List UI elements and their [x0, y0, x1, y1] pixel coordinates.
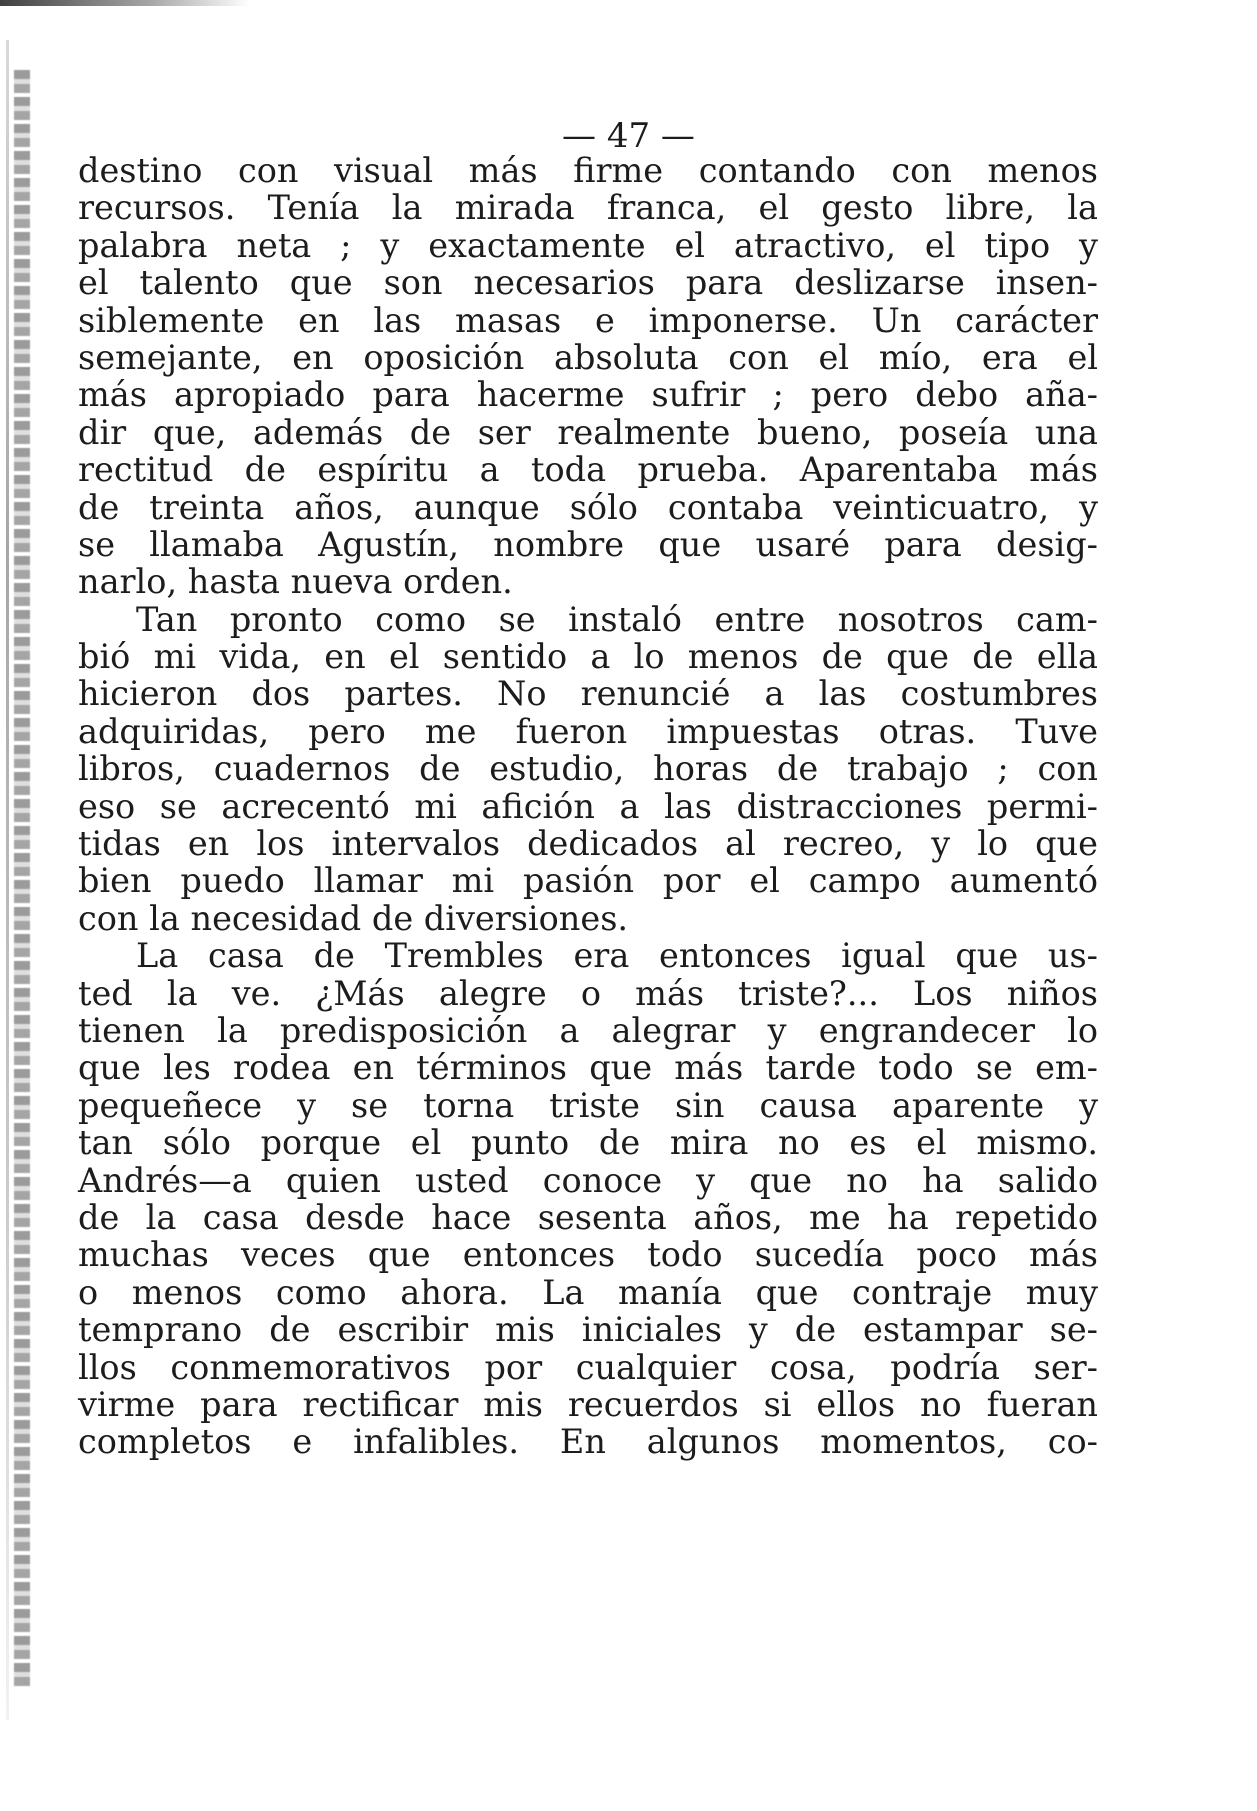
text-line: el talento que son necesarios para deslizarse insen- — [78, 263, 1098, 303]
text-line: con la necesidad de diversiones. — [78, 898, 629, 938]
text-line: eso se acrecentó mi afición a las distracciones permi- — [78, 786, 1098, 826]
text-line: bió mi vida, en el sentido a lo menos de que de ella — [78, 637, 1098, 677]
text-line: semejante, en oposición absoluta con el mío, era el — [78, 337, 1098, 377]
text-line: virme para rectificar mis recuerdos si ellos no fueran — [78, 1384, 1098, 1424]
text-line: tan sólo porque el punto de mira no es el mismo. — [78, 1123, 1098, 1163]
text-line: completos e infalibles. En algunos momentos, co- — [78, 1422, 1098, 1462]
text-line: de la casa desde hace sesenta años, me ha repetido — [78, 1197, 1098, 1237]
text-line: se llamaba Agustín, nombre que usaré para desig- — [78, 524, 1098, 564]
scan-edge-shadow — [0, 0, 250, 6]
text-line: llos conmemorativos por cualquier cosa, podría ser- — [78, 1347, 1098, 1387]
text-line: de treinta años, aunque sólo contaba veinticuatro, y — [78, 487, 1098, 527]
binding-shadow — [14, 70, 30, 1690]
text-line: La casa de Trembles era entonces igual que us- — [136, 936, 1098, 976]
text-line: siblemente en las masas e imponerse. Un carácter — [78, 300, 1098, 340]
text-line: tidas en los intervalos dedicados al recreo, y lo que — [78, 824, 1098, 864]
text-line: narlo, hasta nueva orden. — [78, 562, 513, 602]
page-number: — 47 — — [562, 116, 695, 156]
text-line: tienen la predisposición a alegrar y engrandecer lo — [78, 1010, 1098, 1050]
text-line: dir que, además de ser realmente bueno, poseía una — [78, 412, 1098, 452]
text-line: bien puedo llamar mi pasión por el campo aumentó — [78, 861, 1098, 901]
text-line: adquiridas, pero me fueron impuestas otras. Tuve — [78, 711, 1098, 751]
text-line: libros, cuadernos de estudio, horas de trabajo ; con — [78, 749, 1098, 789]
text-line: muchas veces que entonces todo sucedía poco más — [78, 1235, 1098, 1275]
binding-edge — [6, 40, 9, 1720]
text-line: temprano de escribir mis iniciales y de estampar se- — [78, 1310, 1098, 1350]
text-line: Andrés—a quien usted conoce y que no ha salido — [78, 1160, 1098, 1200]
text-line: rectitud de espíritu a toda prueba. Aparentaba más — [78, 450, 1098, 490]
text-line: ted la ve. ¿Más alegre o más triste?... Los niños — [78, 973, 1098, 1013]
text-line: palabra neta ; y exactamente el atractivo, el tipo y — [78, 225, 1098, 265]
text-line: más apropiado para hacerme sufrir ; pero debo aña- — [78, 375, 1098, 415]
text-line: destino con visual más firme contando con menos — [78, 151, 1098, 190]
body-text — [78, 152, 1098, 1461]
text-line: o menos como ahora. La manía que contraje muy — [78, 1272, 1098, 1312]
text-line: Tan pronto como se instaló entre nosotros cam- — [136, 599, 1098, 639]
text-line: hicieron dos partes. No renuncié a las costumbres — [78, 674, 1098, 714]
text-line: que les rodea en términos que más tarde todo se em- — [78, 1048, 1098, 1088]
text-line: recursos. Tenía la mirada franca, el gesto libre, la — [78, 188, 1098, 228]
text-line: pequeñece y se torna triste sin causa aparente y — [78, 1085, 1098, 1125]
